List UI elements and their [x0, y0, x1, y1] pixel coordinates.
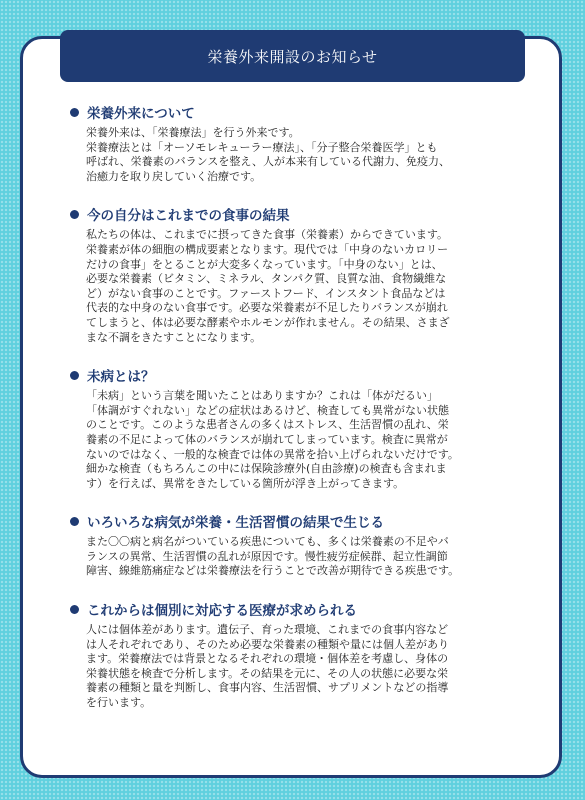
- section-heading: [70, 599, 525, 619]
- section-heading-text: 今の自分はこれまでの食事の結果: [87, 208, 290, 225]
- section-lifestyle-diseases: [70, 511, 525, 579]
- section-diet-result: [70, 204, 525, 345]
- section-body: また〇〇病と病名がついている疾患についても、多くは栄養素の不足やバ ランスの異常、生活習慣の乱れが原因です。慢性疲労症候群、起立性調節 障害、線維筋痛症などは栄養療法を行うことで改善が期待できる疾患です。: [86, 535, 460, 578]
- section-heading-text: 未病とは？: [87, 369, 155, 386]
- section-body: 栄養外来は、「栄養療法」を行う外来です。 栄養療法とは「オーソモレキューラー療法」、「分子整合栄養医学」とも 呼ばれ、栄養素のバランスを整え、人が本来有している代謝力、免疫力、 治癒力を取り戻していく治療です。: [86, 126, 450, 183]
- section-heading-text: これからは個別に対応する医療が求められる: [87, 603, 357, 620]
- bullet-icon: [70, 210, 79, 219]
- section-body: 「未病」という言葉を聞いたことはありますか？これは「体がだるい」 「体調がすぐれない」などの症状はあるけど、検査しても異常がない状態 のことです。このような患者さんの多くはストレス、生活習慣の乱れ、栄 養素の不足によって体のバランスが崩れてしまっています。検査に異常が ないのではなく、一般的な検査では体の異常を拾い上げられないだけです。 細かな検査（もちろんこの中には保険診療外(自由診療)の検査も含まれま す）を行えば、異常をきたしている箇所が浮き上がってきます。: [86, 389, 459, 490]
- section-heading: [70, 365, 525, 385]
- title-banner: [60, 30, 525, 82]
- section-mibyo: [70, 365, 525, 491]
- section-heading-text: いろいろな病気が栄養・生活習慣の結果で生じる: [87, 515, 384, 532]
- page-title: 栄養外来開設のお知らせ: [207, 47, 378, 66]
- bullet-icon: [70, 517, 79, 526]
- section-body: 私たちの体は、これまでに摂ってきた食事（栄養素）からできています。 栄養素が体の細胞の構成要素となります。現代では「中身のないカロリー だけの食事」をとることが大変多くなっています。「中身のない」とは、 必要な栄養素（ビタミン、ミネラル、タンパク質、良質な油、食物繊維な ど）がない食事のことです。ファーストフード、インスタント食品などは 代表的な中身のない食事です。必要な栄養素が不足したりバランスが崩れ てしまうと、体は必要な酵素やホルモンが作れません。その結果、さまざ まな不調をきたすことになります。: [86, 228, 450, 344]
- notice-content: [70, 102, 525, 731]
- section-nutrition-clinic: [70, 102, 525, 184]
- bullet-icon: [70, 108, 79, 117]
- bullet-icon: [70, 371, 79, 380]
- section-heading: [70, 102, 525, 122]
- section-heading: [70, 204, 525, 224]
- section-heading: [70, 511, 525, 531]
- section-heading-text: 栄養外来について: [87, 106, 195, 122]
- section-body: 人には個体差があります。遺伝子、育った環境、これまでの食事内容など は人それぞれであり、そのため必要な栄養素の種類や量には個人差があり ます。栄養療法では背景となるそれぞれの環境・個体差を考慮し、身体の 栄養状態を検査で分析します。その結果を元に、その人の状態に必要な栄 養素の種類と量を判断し、食事内容、生活習慣、サプリメントなどの指導 を行います。: [86, 623, 449, 710]
- section-personalized-care: [70, 599, 525, 711]
- bullet-icon: [70, 605, 79, 614]
